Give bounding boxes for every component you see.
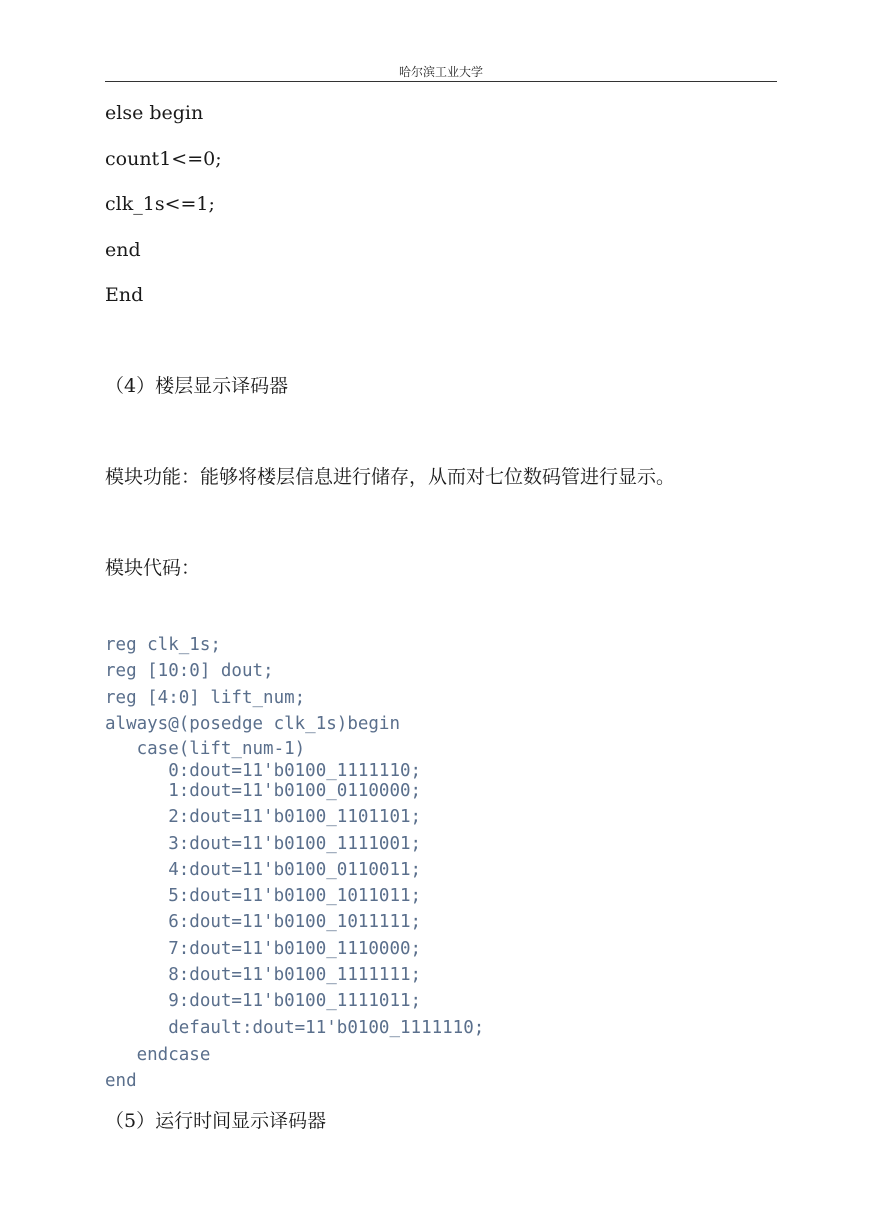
code-line: end xyxy=(105,239,141,261)
code-line: End xyxy=(105,284,144,306)
code-line: always@(posedge clk_1s)begin xyxy=(105,714,401,734)
code-line: 3:dout=11'b0100_1111001; xyxy=(105,834,422,854)
code-line: count1<=0; xyxy=(105,148,222,170)
code-line: else begin xyxy=(105,102,204,124)
code-line: reg clk_1s; xyxy=(105,635,221,655)
section-heading: （5）运行时间显示译码器 xyxy=(105,1110,327,1132)
code-line: default:dout=11'b0100_1111110; xyxy=(105,1018,485,1038)
section-heading: （4）楼层显示译码器 xyxy=(105,375,289,397)
code-line: 1:dout=11'b0100_0110000; xyxy=(105,781,422,801)
module-function-paragraph: 模块功能：能够将楼层信息进行储存，从而对七位数码管进行显示。 xyxy=(105,466,676,488)
code-line: 7:dout=11'b0100_1110000; xyxy=(105,939,422,959)
code-line: case(lift_num-1) xyxy=(105,739,306,759)
code-line: 0:dout=11'b0100_1111110; xyxy=(105,761,422,781)
code-line: 8:dout=11'b0100_1111111; xyxy=(105,965,422,985)
code-line: 9:dout=11'b0100_1111011; xyxy=(105,991,422,1011)
module-code-label: 模块代码： xyxy=(105,557,201,579)
code-line: 5:dout=11'b0100_1011011; xyxy=(105,886,422,906)
code-line: reg [4:0] lift_num; xyxy=(105,688,306,708)
code-line: reg [10:0] dout; xyxy=(105,661,274,681)
code-line: clk_1s<=1; xyxy=(105,193,215,215)
page-header-title: 哈尔滨工业大学 xyxy=(398,65,483,79)
header-divider xyxy=(105,81,777,82)
code-line: end xyxy=(105,1071,137,1091)
code-line: 6:dout=11'b0100_1011111; xyxy=(105,912,422,932)
code-line: 2:dout=11'b0100_1101101; xyxy=(105,807,422,827)
code-line: endcase xyxy=(105,1045,211,1065)
code-line: 4:dout=11'b0100_0110011; xyxy=(105,860,422,880)
